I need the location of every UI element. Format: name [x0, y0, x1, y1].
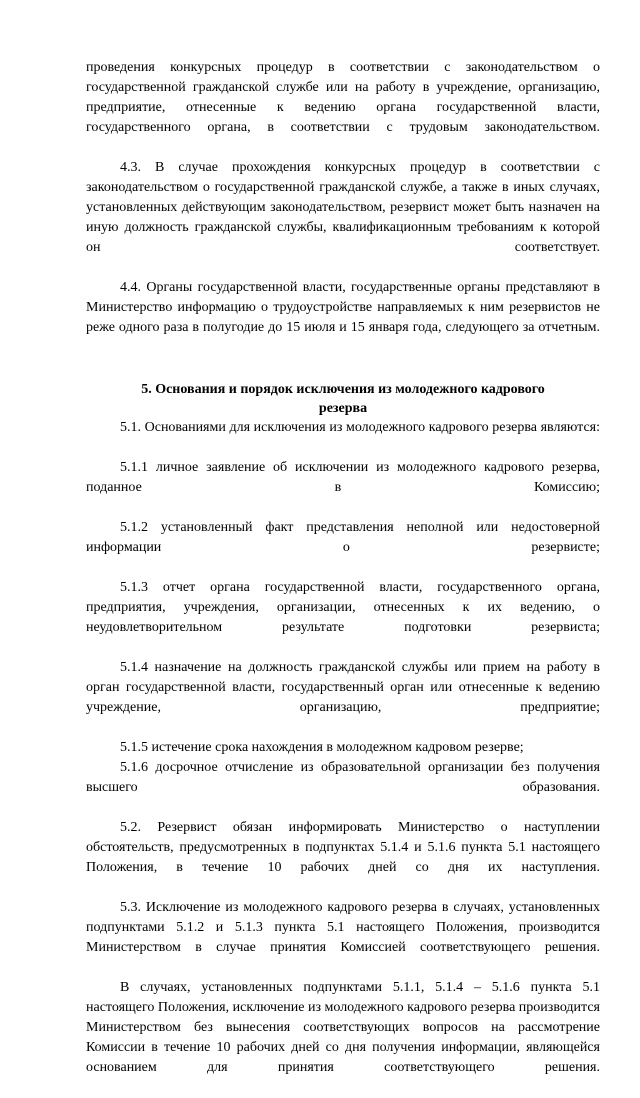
paragraph-5-1: 5.1. Основаниями для исключения из молодежного кадрового резерва являются:	[120, 420, 600, 435]
paragraph-5-3-second: В случаях, установленных подпунктами 5.1.1, 5.1.4 – 5.1.6 пункта 5.1 настоящего Положения, исключение из молодежного кадрового резерва производится Министерством без вынесения соответствующих вопросов на рассмотрение Комиссии в течение 10 рабочих дней со дня получения информации, являющейся основанием для принятия соответствующего решения.	[86, 980, 600, 1075]
paragraph-5-1-2: 5.1.2 установленный факт представления неполной или недостоверной информации о резервисте;	[86, 520, 600, 555]
paragraph-5-1-6: 5.1.6 досрочное отчисление из образовательной организации без получения высшего образования.	[86, 760, 600, 795]
paragraph-4-2-continuation: проведения конкурсных процедур в соответствии с законодательством о государственной гражданской службе или на работу в учреждение, организацию, предприятие, отнесенные к ведению органа государственной власти, государственного органа, в соответствии с трудовым законодательством.	[86, 60, 600, 135]
paragraph-5-1-3: 5.1.3 отчет органа государственной власти, государственного органа, предприятия, учреждения, организации, отнесенных к их ведению, о неудовлетворительном результате подготовки резервиста;	[86, 580, 600, 635]
paragraph-4-3: 4.3. В случае прохождения конкурсных процедур в соответствии с законодательством о государственной гражданской службе, а также в иных случаях, установленных действующим законодательством, резервист может быть назначен на иную должность гражданской службы, квалификационным требованиям к которой он соответствует.	[86, 160, 600, 255]
paragraph-5-1-4: 5.1.4 назначение на должность гражданской службы или прием на работу в орган государственной власти, государственный орган или отнесенные к ведению учреждение, организацию, предприятие;	[86, 660, 600, 715]
paragraph-5-1-1: 5.1.1 личное заявление об исключении из молодежного кадрового резерва, поданное в Комиссию;	[86, 460, 600, 495]
paragraph-5-1-5: 5.1.5 истечение срока нахождения в молодежном кадровом резерве;	[120, 740, 524, 755]
section-5-heading-line2: резерва	[318, 401, 368, 416]
paragraph-5-2: 5.2. Резервист обязан информировать Министерство о наступлении обстоятельств, предусмотренных в подпунктах 5.1.4 и 5.1.6 пункта 5.1 настоящего Положения, в течение 10 рабочих дней со дня их наступления.	[86, 820, 600, 875]
paragraph-5-3: 5.3. Исключение из молодежного кадрового резерва в случаях, установленных подпунктами 5.1.2 и 5.1.3 пункта 5.1 настоящего Положения, производится Министерством в случае принятия Комиссией соответствующего решения.	[86, 900, 600, 955]
section-5-heading	[86, 380, 600, 418]
paragraph-4-4: 4.4. Органы государственной власти, государственные органы представляют в Министерство информацию о трудоустройстве направляемых к ним резервистов не реже одного раза в полугодие до 15 июля и 15 января года, следующего за отчетным.	[86, 280, 600, 335]
section-5-heading-line1: 5. Основания и порядок исключения из молодежного кадрового	[141, 382, 545, 397]
